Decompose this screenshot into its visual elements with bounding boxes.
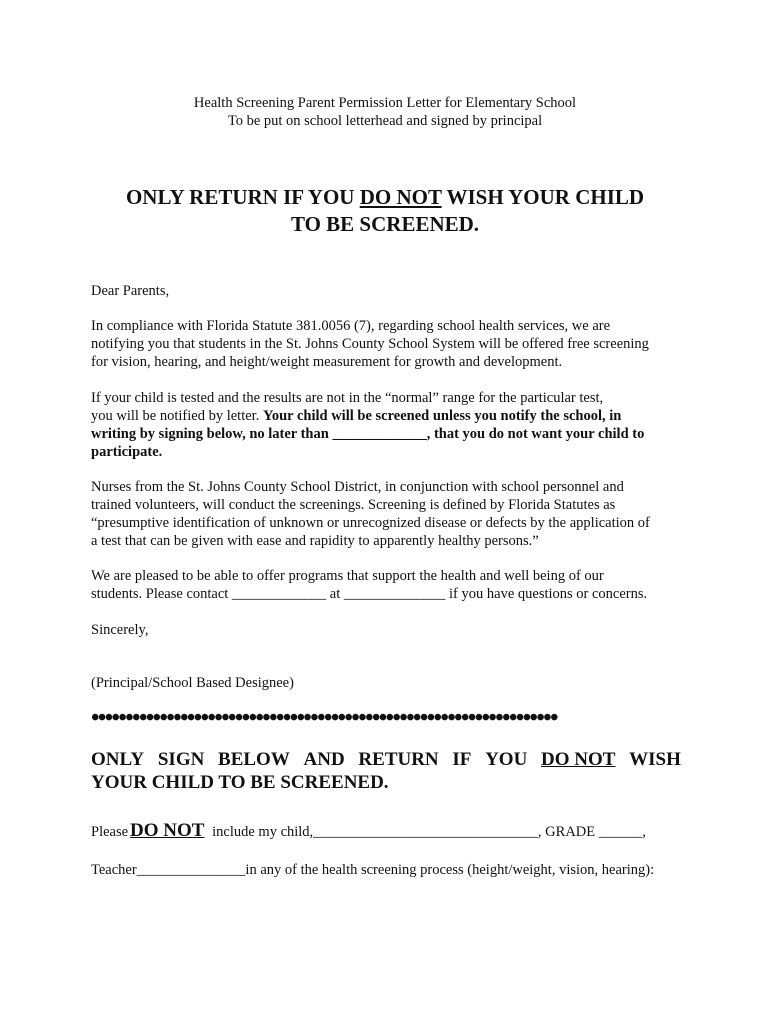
greeting xyxy=(91,282,691,300)
title-word: SIGN xyxy=(157,749,205,770)
paragraph-line: writing by signing below, no later than _____________, that you do not want your child to xyxy=(91,426,645,442)
paragraph-line: trained volunteers, will conduct the screenings. Screening is defined by Florida Statutes as xyxy=(91,497,616,513)
header-line-1: Health Screening Parent Permission Letter for Elementary School xyxy=(193,95,577,111)
form-please-text: Please xyxy=(91,824,129,840)
dotted-divider: •••••••••••••••••••••••••••••••••••••••••••••••••••••••••••••••••••• xyxy=(91,706,557,730)
form-do-not-emphasis: DO NOT xyxy=(130,820,205,841)
paragraph-nurses xyxy=(91,478,691,550)
paragraph-line: students. Please contact _____________ at ______________ if you have questions or concerns. xyxy=(91,586,648,602)
paragraph-line: In compliance with Florida Statute 381.0056 (7), regarding school health services, we are xyxy=(91,318,611,334)
paragraph-line: We are pleased to be able to offer programs that support the health and well being of our xyxy=(91,568,604,584)
paragraph-line: If your child is tested and the results are not in the “normal” range for the particular test, xyxy=(91,390,604,406)
paragraph-line: “presumptive identification of unknown or unrecognized disease or defects by the application of xyxy=(91,515,650,531)
closing-text: Sincerely, xyxy=(91,622,149,638)
notify-plain-text: you will be notified by letter. xyxy=(91,408,263,424)
notify-bold-text: Your child will be screened unless you notify the school, in xyxy=(262,408,622,424)
section2-title-emphasis: DO NOT xyxy=(541,749,616,770)
form-line-child xyxy=(91,822,691,841)
title-word: RETURN xyxy=(358,749,439,770)
section2-title xyxy=(91,748,681,794)
section2-title-line-1 xyxy=(91,748,681,771)
title-word: YOU xyxy=(485,749,528,770)
header-line-2: To be put on school letterhead and signed by principal xyxy=(227,113,543,129)
letter-header xyxy=(0,94,770,130)
title-word: WISH xyxy=(629,749,681,770)
title-line-2: TO BE SCREENED. xyxy=(290,212,480,236)
paragraph-notification xyxy=(91,389,691,461)
paragraph-line: a test that can be given with ease and rapidity to apparently healthy persons.” xyxy=(91,533,539,549)
main-title xyxy=(60,184,710,238)
closing xyxy=(91,621,691,639)
title-emphasis: DO NOT xyxy=(359,185,442,209)
paragraph-line: Nurses from the St. Johns County School District, in conjunction with school personnel and xyxy=(91,479,624,495)
paragraph-line: participate. xyxy=(91,444,163,460)
title-word: BELOW xyxy=(218,749,290,770)
paragraph-line: for vision, hearing, and height/weight measurement for growth and development. xyxy=(91,354,563,370)
title-word: ONLY xyxy=(91,749,145,770)
paragraph-line xyxy=(91,407,691,425)
form-child-grade-text: include my child,_______________________________, GRADE ______, xyxy=(208,824,646,840)
signature-text: (Principal/School Based Designee) xyxy=(91,675,294,691)
greeting-text: Dear Parents, xyxy=(91,283,170,299)
title-word: IF xyxy=(452,749,472,770)
title-post: WISH YOUR CHILD xyxy=(441,185,645,209)
section2-title-line-2: YOUR CHILD TO BE SCREENED. xyxy=(91,772,389,793)
paragraph-compliance xyxy=(91,317,691,371)
paragraph-line: notifying you that students in the St. Johns County School System will be offered free screening xyxy=(91,336,649,352)
form-teacher-text: Teacher_______________in any of the health screening process (height/weight, vision, hearing): xyxy=(91,862,655,878)
signature xyxy=(91,674,691,692)
title-word: AND xyxy=(303,749,345,770)
form-line-teacher xyxy=(91,861,691,879)
paragraph-contact xyxy=(91,567,691,603)
title-pre: ONLY RETURN IF YOU xyxy=(125,185,360,209)
